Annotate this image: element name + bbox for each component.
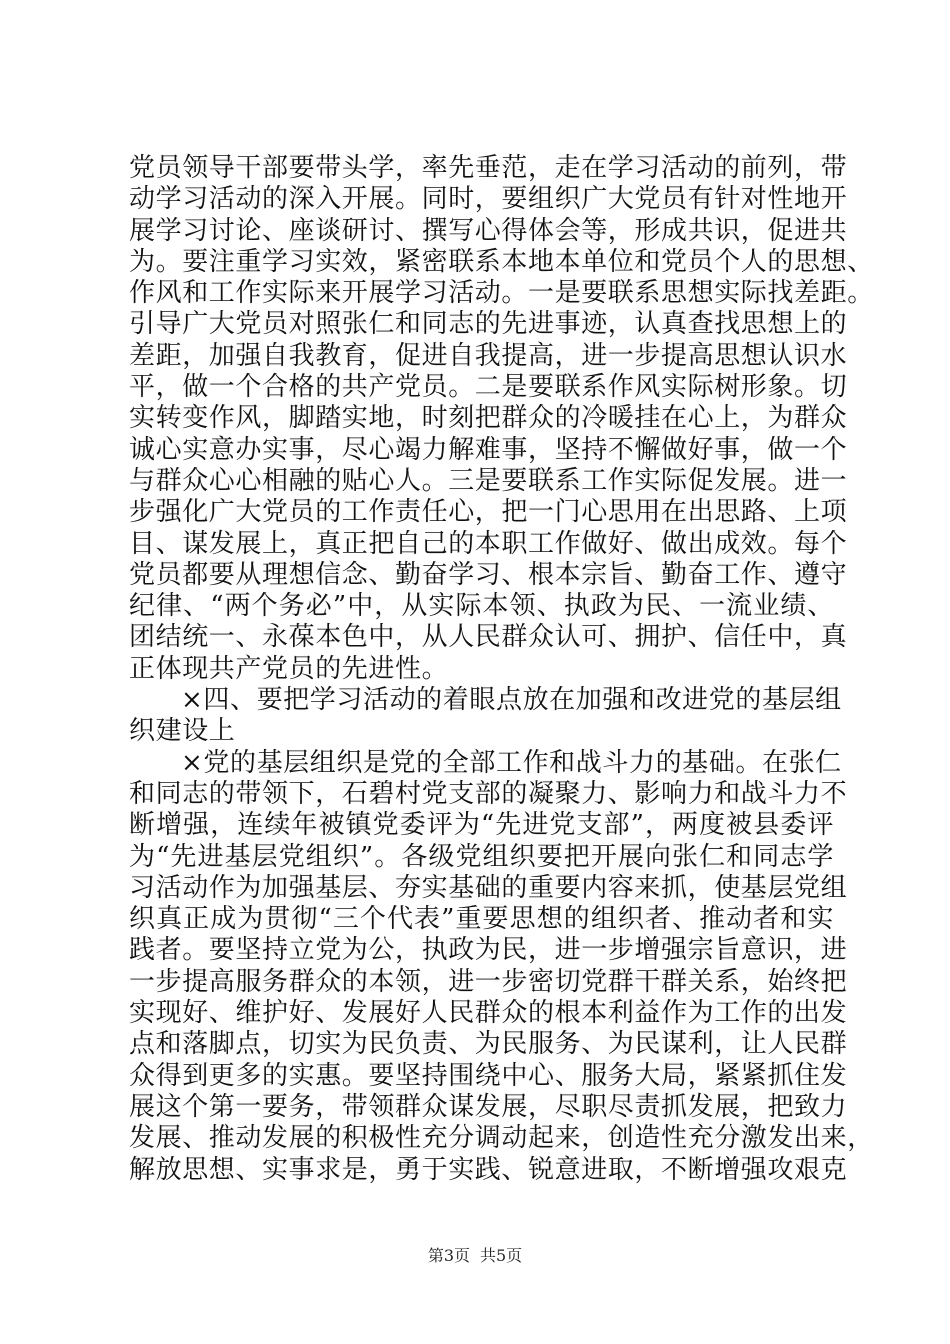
text-line: 点和落脚点，切实为民负责、为民服务、为民谋利，让人民群 [129,1029,848,1060]
text-line: ×党的基层组织是党的全部工作和战斗力的基础。在张仁 [181,747,842,778]
document-body [129,153,874,1186]
text-line: 展学习讨论、座谈研讨、撰写心得体会等，形成共识，促进共 [129,215,848,246]
text-line: 展这个第一要务，带领群众谋发展，尽职尽责抓发展，把致力 [129,1091,848,1122]
text-line: 引导广大党员对照张仁和同志的先进事迹，认真查找思想上的 [129,309,848,340]
text-line: 实现好、维护好、发展好人民群众的根本利益作为工作的出发 [129,998,848,1029]
text-line: 党员都要从理想信念、勤奋学习、根本宗旨、勤奋工作、遵守 [129,559,848,590]
paragraph [129,747,874,1186]
text-line: 和同志的带领下，石碧村党支部的凝聚力、影响力和战斗力不 [129,778,848,809]
text-line: 习活动作为加强基层、夯实基础的重要内容来抓，使基层党组 [129,872,848,903]
text-line: 作风和工作实际来开展学习活动。一是要联系思想实际找差距。 [129,278,874,309]
text-line: 发展、推动发展的积极性充分调动起来，创造性充分激发出来， [129,1123,874,1154]
text-line: 为。要注重学习实效，紧密联系本地本单位和党员个人的思想、 [129,246,874,277]
text-line: 纪律、“两个务必”中，从实际本领、执政为民、一流业绩、 [129,591,834,622]
text-line: 差距，加强自我教育，促进自我提高，进一步提高思想认识水 [129,340,848,371]
text-line: 与群众心心相融的贴心人。三是要联系工作实际促发展。进一 [129,465,848,496]
text-line: 动学习活动的深入开展。同时，要组织广大党员有针对性地开 [129,184,848,215]
text-line: 目、谋发展上，真正把自己的本职工作做好、做出成效。每个 [129,528,848,559]
page-total: 共5页 [480,1246,523,1265]
text-line: ×四、要把学习活动的着眼点放在加强和改进党的基层组 [181,685,842,716]
text-line: 践者。要坚持立党为公，执政为民，进一步增强宗旨意识，进 [129,935,848,966]
text-line: 为“先进基层党组织”。各级党组织要把开展向张仁和同志学 [129,841,834,872]
text-line: 诚心实意办实事，尽心竭力解难事，坚持不懈做好事，做一个 [129,434,848,465]
page-number: 第3页 [427,1246,470,1265]
text-line: 织建设上 [129,716,236,747]
text-line: 一步提高服务群众的本领，进一步密切党群干群关系，始终把 [129,966,848,997]
paragraph [129,685,842,748]
text-line: 织真正成为贯彻“三个代表”重要思想的组织者、推动者和实 [129,904,834,935]
page-footer [0,1243,950,1266]
text-line: 平，做一个合格的共产党员。二是要联系作风实际树形象。切 [129,372,848,403]
text-line: 解放思想、实事求是，勇于实践、锐意进取，不断增强攻艰克 [129,1154,848,1185]
text-line: 党员领导干部要带头学，率先垂范，走在学习活动的前列，带 [129,153,848,183]
text-line: 步强化广大党员的工作责任心，把一门心思用在出思路、上项 [129,497,848,528]
text-line: 断增强，连续年被镇党委评为“先进党支部”，两度被县委评 [129,810,834,841]
paragraph [129,153,874,685]
text-line: 团结统一、永葆本色中，从人民群众认可、拥护、信任中，真 [129,622,848,653]
text-line: 实转变作风，脚踏实地，时刻把群众的冷暖挂在心上，为群众 [129,403,848,434]
text-line: 正体现共产党员的先进性。 [129,653,449,684]
text-line: 众得到更多的实惠。要坚持围绕中心、服务大局，紧紧抓住发 [129,1060,848,1091]
